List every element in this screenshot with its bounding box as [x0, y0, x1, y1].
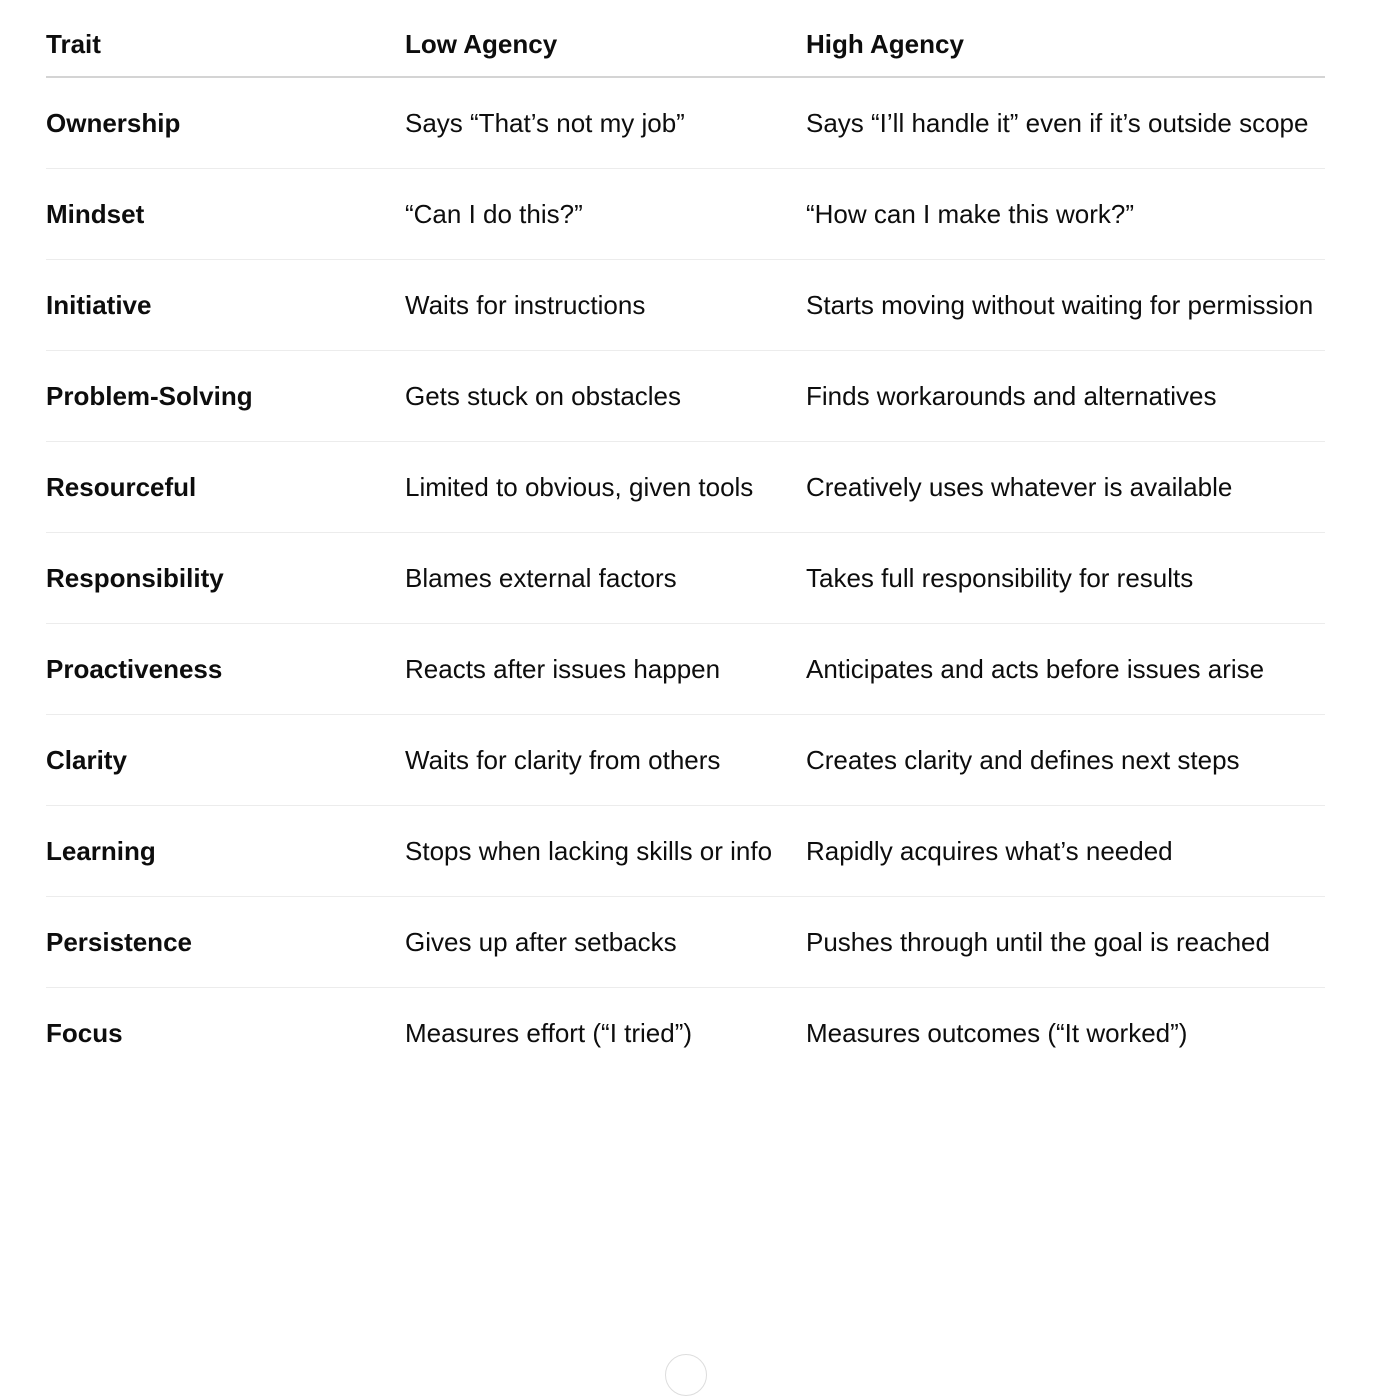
trait-cell: Proactiveness	[46, 624, 405, 715]
trait-cell: Resourceful	[46, 442, 405, 533]
trait-cell: Ownership	[46, 77, 405, 169]
trait-cell: Initiative	[46, 260, 405, 351]
table-row	[46, 715, 1325, 806]
header-trait: Trait	[46, 0, 405, 77]
agency-comparison-table	[46, 0, 1325, 1078]
high-agency-cell: “How can I make this work?”	[806, 169, 1325, 260]
table-header-row	[46, 0, 1325, 77]
low-agency-cell: Blames external factors	[405, 533, 806, 624]
high-agency-cell: Pushes through until the goal is reached	[806, 897, 1325, 988]
table-row	[46, 897, 1325, 988]
high-agency-cell: Says “I’ll handle it” even if it’s outside scope	[806, 77, 1325, 169]
high-agency-cell: Takes full responsibility for results	[806, 533, 1325, 624]
high-agency-cell: Starts moving without waiting for permission	[806, 260, 1325, 351]
table-row	[46, 442, 1325, 533]
high-agency-cell: Creates clarity and defines next steps	[806, 715, 1325, 806]
low-agency-cell: Reacts after issues happen	[405, 624, 806, 715]
high-agency-cell: Anticipates and acts before issues arise	[806, 624, 1325, 715]
trait-cell: Responsibility	[46, 533, 405, 624]
low-agency-cell: Says “That’s not my job”	[405, 77, 806, 169]
table-row	[46, 806, 1325, 897]
table-row	[46, 533, 1325, 624]
trait-cell: Mindset	[46, 169, 405, 260]
low-agency-cell: Waits for instructions	[405, 260, 806, 351]
scroll-down-button[interactable]	[665, 1354, 707, 1396]
low-agency-cell: Waits for clarity from others	[405, 715, 806, 806]
low-agency-cell: Gives up after setbacks	[405, 897, 806, 988]
trait-cell: Problem-Solving	[46, 351, 405, 442]
table-row	[46, 988, 1325, 1079]
low-agency-cell: Stops when lacking skills or info	[405, 806, 806, 897]
table-row	[46, 169, 1325, 260]
high-agency-cell: Rapidly acquires what’s needed	[806, 806, 1325, 897]
low-agency-cell: Measures effort (“I tried”)	[405, 1018, 693, 1048]
trait-cell: Learning	[46, 806, 405, 897]
high-agency-cell: Finds workarounds and alternatives	[806, 351, 1325, 442]
table-body	[46, 77, 1325, 1078]
table-row	[46, 351, 1325, 442]
low-agency-cell: Limited to obvious, given tools	[405, 442, 806, 533]
trait-cell: Persistence	[46, 897, 405, 988]
low-agency-cell: Gets stuck on obstacles	[405, 351, 806, 442]
high-agency-cell: Creatively uses whatever is available	[806, 442, 1325, 533]
high-agency-cell: Measures outcomes (“It worked”)	[806, 1018, 1188, 1048]
table-row	[46, 624, 1325, 715]
trait-cell: Focus	[46, 1018, 123, 1048]
header-low-agency: Low Agency	[405, 0, 806, 77]
table-row	[46, 77, 1325, 169]
trait-cell: Clarity	[46, 715, 405, 806]
low-agency-cell: “Can I do this?”	[405, 169, 806, 260]
header-high-agency: High Agency	[806, 0, 1325, 77]
table-row	[46, 260, 1325, 351]
